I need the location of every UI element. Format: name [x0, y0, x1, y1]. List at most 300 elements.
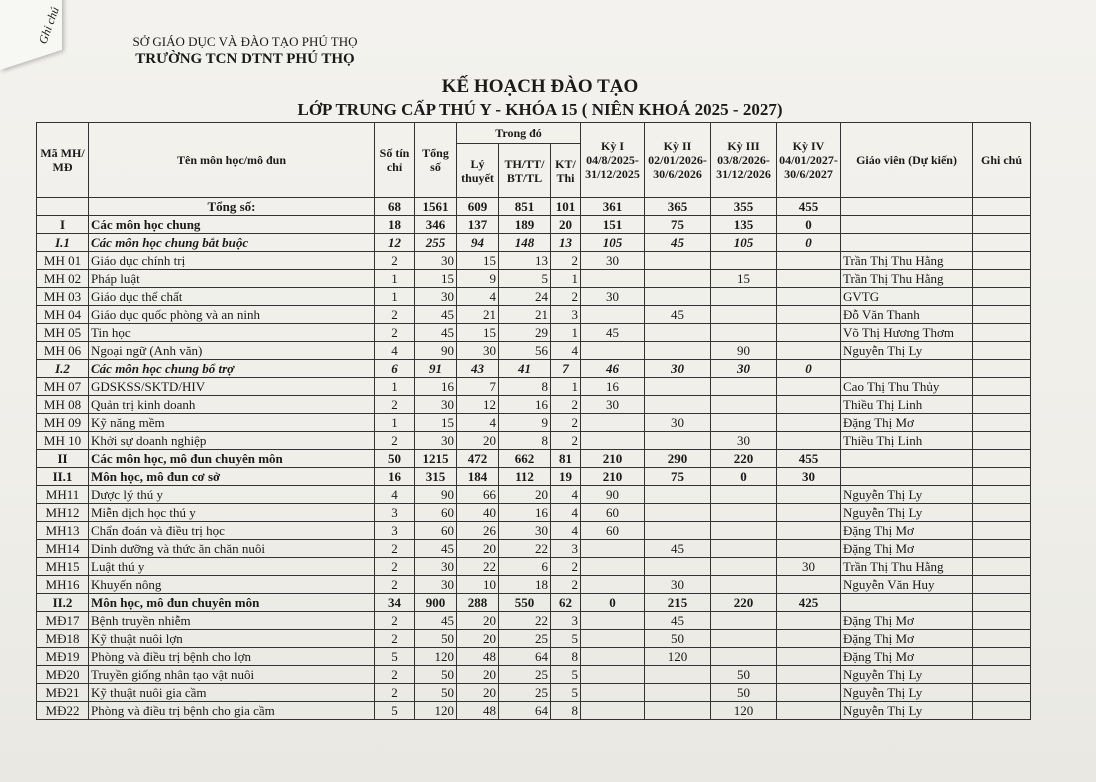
cell-total: 1561	[415, 198, 457, 216]
cell-exam: 8	[551, 648, 581, 666]
cell-credits: 50	[375, 450, 415, 468]
cell-k3: 220	[711, 450, 777, 468]
cell-notes	[973, 432, 1031, 450]
cell-k4	[777, 306, 841, 324]
cell-practice: 8	[499, 432, 551, 450]
cell-teacher: Trần Thị Thu Hằng	[841, 270, 973, 288]
cell-name: Môn học, mô đun cơ sở	[89, 468, 375, 486]
cell-credits: 2	[375, 432, 415, 450]
cell-theory: 22	[457, 558, 499, 576]
cell-k3	[711, 288, 777, 306]
cell-total: 30	[415, 396, 457, 414]
cell-code: MH15	[37, 558, 89, 576]
cell-k3	[711, 648, 777, 666]
cell-notes	[973, 522, 1031, 540]
cell-k1	[581, 630, 645, 648]
cell-k3: 50	[711, 684, 777, 702]
cell-notes	[973, 414, 1031, 432]
table-body	[37, 198, 1031, 720]
cell-k3	[711, 324, 777, 342]
cell-credits: 2	[375, 666, 415, 684]
cell-exam: 2	[551, 558, 581, 576]
cell-notes	[973, 396, 1031, 414]
cell-k1: 30	[581, 252, 645, 270]
cell-notes	[973, 360, 1031, 378]
sticky-note-label: Ghi chú	[35, 4, 62, 46]
cell-credits: 5	[375, 702, 415, 720]
cell-notes	[973, 450, 1031, 468]
cell-code: MH12	[37, 504, 89, 522]
cell-total: 30	[415, 288, 457, 306]
cell-practice: 29	[499, 324, 551, 342]
cell-name: Tổng số:	[89, 198, 375, 216]
cell-credits: 2	[375, 684, 415, 702]
cell-k1: 45	[581, 324, 645, 342]
cell-teacher	[841, 234, 973, 252]
cell-credits: 34	[375, 594, 415, 612]
cell-k2	[645, 288, 711, 306]
cell-total: 90	[415, 486, 457, 504]
cell-k3	[711, 504, 777, 522]
cell-credits: 1	[375, 378, 415, 396]
cell-code: II.2	[37, 594, 89, 612]
col-exam: KT/ Thi	[551, 144, 581, 198]
table-row	[37, 558, 1031, 576]
cell-k3: 30	[711, 360, 777, 378]
cell-k3: 135	[711, 216, 777, 234]
department-name: SỞ GIÁO DỤC VÀ ĐÀO TẠO PHÚ THỌ	[132, 34, 358, 49]
cell-practice: 24	[499, 288, 551, 306]
cell-k2: 290	[645, 450, 711, 468]
cell-k1	[581, 648, 645, 666]
cell-credits: 12	[375, 234, 415, 252]
cell-theory: 20	[457, 666, 499, 684]
cell-practice: 41	[499, 360, 551, 378]
cell-k1	[581, 414, 645, 432]
cell-name: Giáo dục thể chất	[89, 288, 375, 306]
cell-k4	[777, 504, 841, 522]
table-row	[37, 306, 1031, 324]
cell-k2	[645, 558, 711, 576]
cell-k1: 0	[581, 594, 645, 612]
cell-k2: 75	[645, 216, 711, 234]
cell-exam: 1	[551, 270, 581, 288]
cell-teacher: Nguyễn Thị Ly	[841, 702, 973, 720]
cell-practice: 8	[499, 378, 551, 396]
cell-exam: 1	[551, 324, 581, 342]
cell-exam: 4	[551, 342, 581, 360]
cell-exam: 81	[551, 450, 581, 468]
cell-code: MH14	[37, 540, 89, 558]
cell-name: Phòng và điều trị bệnh cho lợn	[89, 648, 375, 666]
cell-practice: 18	[499, 576, 551, 594]
cell-k3: 355	[711, 198, 777, 216]
cell-theory: 15	[457, 252, 499, 270]
cell-practice: 9	[499, 414, 551, 432]
cell-k4	[777, 522, 841, 540]
cell-notes	[973, 216, 1031, 234]
cell-exam: 2	[551, 576, 581, 594]
cell-credits: 2	[375, 576, 415, 594]
cell-theory: 137	[457, 216, 499, 234]
cell-credits: 3	[375, 504, 415, 522]
cell-theory: 609	[457, 198, 499, 216]
cell-practice: 20	[499, 486, 551, 504]
cell-k1	[581, 270, 645, 288]
cell-theory: 184	[457, 468, 499, 486]
cell-practice: 25	[499, 666, 551, 684]
cell-k4: 30	[777, 468, 841, 486]
cell-k1	[581, 684, 645, 702]
document-title	[280, 76, 800, 120]
cell-k1	[581, 432, 645, 450]
cell-practice: 30	[499, 522, 551, 540]
table-row	[37, 612, 1031, 630]
cell-practice: 148	[499, 234, 551, 252]
cell-code: MH 09	[37, 414, 89, 432]
cell-practice: 21	[499, 306, 551, 324]
cell-code: MĐ22	[37, 702, 89, 720]
table-row	[37, 270, 1031, 288]
cell-exam: 4	[551, 504, 581, 522]
cell-k1: 210	[581, 468, 645, 486]
cell-exam: 5	[551, 684, 581, 702]
cell-k4: 0	[777, 360, 841, 378]
cell-k3: 50	[711, 666, 777, 684]
cell-k3: 105	[711, 234, 777, 252]
cell-theory: 288	[457, 594, 499, 612]
cell-teacher: Thiều Thị Linh	[841, 432, 973, 450]
cell-k1	[581, 342, 645, 360]
cell-practice: 16	[499, 504, 551, 522]
cell-k1	[581, 576, 645, 594]
cell-exam: 3	[551, 306, 581, 324]
table-row	[37, 396, 1031, 414]
cell-total: 30	[415, 576, 457, 594]
cell-theory: 20	[457, 540, 499, 558]
cell-practice: 112	[499, 468, 551, 486]
cell-total: 50	[415, 630, 457, 648]
table-row	[37, 702, 1031, 720]
cell-name: Kỹ năng mềm	[89, 414, 375, 432]
cell-credits: 2	[375, 630, 415, 648]
table-row	[37, 486, 1031, 504]
table-row	[37, 648, 1031, 666]
cell-k1: 30	[581, 288, 645, 306]
cell-k2: 120	[645, 648, 711, 666]
cell-name: GDSKSS/SKTD/HIV	[89, 378, 375, 396]
cell-k3	[711, 612, 777, 630]
cell-k4	[777, 612, 841, 630]
cell-k4	[777, 648, 841, 666]
cell-k3: 30	[711, 432, 777, 450]
cell-exam: 4	[551, 522, 581, 540]
cell-k2	[645, 504, 711, 522]
cell-k2: 30	[645, 360, 711, 378]
cell-teacher: Cao Thị Thu Thủy	[841, 378, 973, 396]
cell-name: Kỹ thuật nuôi gia cầm	[89, 684, 375, 702]
cell-teacher: Nguyễn Thị Ly	[841, 342, 973, 360]
cell-total: 50	[415, 684, 457, 702]
cell-k4: 0	[777, 234, 841, 252]
cell-teacher	[841, 216, 973, 234]
cell-exam: 62	[551, 594, 581, 612]
cell-teacher: Đặng Thị Mơ	[841, 612, 973, 630]
cell-notes	[973, 198, 1031, 216]
cell-exam: 19	[551, 468, 581, 486]
cell-k3	[711, 486, 777, 504]
table-row	[37, 414, 1031, 432]
cell-k2	[645, 666, 711, 684]
cell-k2	[645, 270, 711, 288]
cell-k4	[777, 540, 841, 558]
cell-code: MH16	[37, 576, 89, 594]
cell-k2	[645, 342, 711, 360]
cell-k1	[581, 540, 645, 558]
cell-notes	[973, 504, 1031, 522]
col-code: Mã MH/ MĐ	[37, 123, 89, 198]
cell-name: Quản trị kinh doanh	[89, 396, 375, 414]
cell-credits: 16	[375, 468, 415, 486]
cell-name: Chẩn đoán và điều trị học	[89, 522, 375, 540]
table-row	[37, 630, 1031, 648]
cell-teacher: Đặng Thị Mơ	[841, 414, 973, 432]
cell-k2	[645, 252, 711, 270]
cell-k1: 60	[581, 504, 645, 522]
cell-k2	[645, 522, 711, 540]
school-name: TRƯỜNG TCN DTNT PHÚ THỌ	[135, 51, 355, 67]
cell-name: Các môn học chung bắt buộc	[89, 234, 375, 252]
cell-code: I.1	[37, 234, 89, 252]
cell-credits: 2	[375, 252, 415, 270]
cell-k3	[711, 522, 777, 540]
table-row	[37, 216, 1031, 234]
cell-name: Giáo dục chính trị	[89, 252, 375, 270]
cell-teacher: Đặng Thị Mơ	[841, 630, 973, 648]
cell-code: MĐ21	[37, 684, 89, 702]
cell-theory: 48	[457, 702, 499, 720]
col-term-2: Kỳ II 02/01/2026- 30/6/2026	[645, 123, 711, 198]
cell-theory: 66	[457, 486, 499, 504]
cell-k2: 30	[645, 576, 711, 594]
cell-name: Giáo dục quốc phòng và an ninh	[89, 306, 375, 324]
cell-exam: 5	[551, 666, 581, 684]
cell-teacher	[841, 198, 973, 216]
cell-exam: 20	[551, 216, 581, 234]
cell-total: 60	[415, 522, 457, 540]
cell-k2: 30	[645, 414, 711, 432]
cell-exam: 7	[551, 360, 581, 378]
cell-theory: 20	[457, 612, 499, 630]
cell-k4: 455	[777, 198, 841, 216]
cell-total: 120	[415, 702, 457, 720]
cell-practice: 189	[499, 216, 551, 234]
cell-k3	[711, 378, 777, 396]
col-total: Tổng số	[415, 123, 457, 198]
cell-k2	[645, 396, 711, 414]
cell-k1: 361	[581, 198, 645, 216]
cell-name: Truyền giống nhân tạo vật nuôi	[89, 666, 375, 684]
cell-k1: 30	[581, 396, 645, 414]
cell-code: MH11	[37, 486, 89, 504]
cell-credits: 2	[375, 540, 415, 558]
table-row	[37, 684, 1031, 702]
cell-teacher: GVTG	[841, 288, 973, 306]
cell-practice: 22	[499, 612, 551, 630]
cell-practice: 851	[499, 198, 551, 216]
cell-theory: 472	[457, 450, 499, 468]
cell-credits: 5	[375, 648, 415, 666]
cell-code: I	[37, 216, 89, 234]
cell-credits: 18	[375, 216, 415, 234]
table-row	[37, 288, 1031, 306]
cell-credits: 3	[375, 522, 415, 540]
cell-k2: 45	[645, 306, 711, 324]
cell-code: MH 07	[37, 378, 89, 396]
cell-k1	[581, 702, 645, 720]
cell-credits: 2	[375, 324, 415, 342]
table-row	[37, 252, 1031, 270]
table-row	[37, 522, 1031, 540]
table-row	[37, 432, 1031, 450]
cell-credits: 6	[375, 360, 415, 378]
cell-k2: 45	[645, 540, 711, 558]
cell-k3: 90	[711, 342, 777, 360]
cell-practice: 64	[499, 648, 551, 666]
cell-k1	[581, 612, 645, 630]
table-row	[37, 576, 1031, 594]
cell-credits: 4	[375, 486, 415, 504]
cell-k2: 50	[645, 630, 711, 648]
cell-practice: 550	[499, 594, 551, 612]
cell-k3	[711, 630, 777, 648]
cell-teacher: Nguyễn Thị Ly	[841, 684, 973, 702]
cell-notes	[973, 306, 1031, 324]
cell-code: MĐ19	[37, 648, 89, 666]
cell-code: MH 03	[37, 288, 89, 306]
cell-name: Khởi sự doanh nghiệp	[89, 432, 375, 450]
cell-name: Miễn dịch học thú y	[89, 504, 375, 522]
col-notes: Ghi chú	[973, 123, 1031, 198]
cell-k4	[777, 702, 841, 720]
col-group-breakdown: Trong đó	[457, 123, 581, 144]
cell-notes	[973, 558, 1031, 576]
cell-k1: 210	[581, 450, 645, 468]
cell-k2	[645, 324, 711, 342]
cell-total: 91	[415, 360, 457, 378]
cell-notes	[973, 486, 1031, 504]
cell-k3	[711, 396, 777, 414]
cell-practice: 25	[499, 630, 551, 648]
cell-teacher: Trần Thị Thu Hằng	[841, 558, 973, 576]
cell-notes	[973, 342, 1031, 360]
table-row	[37, 360, 1031, 378]
cell-notes	[973, 252, 1031, 270]
cell-credits: 2	[375, 612, 415, 630]
cell-code: MH 04	[37, 306, 89, 324]
cell-credits: 1	[375, 288, 415, 306]
cell-theory: 7	[457, 378, 499, 396]
cell-credits: 2	[375, 396, 415, 414]
cell-total: 16	[415, 378, 457, 396]
cell-k4: 0	[777, 216, 841, 234]
cell-name: Tin học	[89, 324, 375, 342]
cell-practice: 5	[499, 270, 551, 288]
cell-code: MH 08	[37, 396, 89, 414]
col-theory: Lý thuyết	[457, 144, 499, 198]
cell-total: 50	[415, 666, 457, 684]
cell-teacher: Đỗ Văn Thanh	[841, 306, 973, 324]
cell-exam: 101	[551, 198, 581, 216]
cell-total: 45	[415, 612, 457, 630]
cell-teacher	[841, 468, 973, 486]
cell-theory: 20	[457, 684, 499, 702]
cell-credits: 68	[375, 198, 415, 216]
cell-theory: 26	[457, 522, 499, 540]
cell-total: 315	[415, 468, 457, 486]
cell-k4	[777, 576, 841, 594]
cell-k3: 0	[711, 468, 777, 486]
cell-practice: 16	[499, 396, 551, 414]
cell-code	[37, 198, 89, 216]
cell-notes	[973, 666, 1031, 684]
title-line-2: LỚP TRUNG CẤP THÚ Y - KHÓA 15 ( NIÊN KHOÁ 2025 - 2027)	[297, 100, 783, 119]
cell-theory: 4	[457, 288, 499, 306]
cell-k4: 455	[777, 450, 841, 468]
cell-teacher: Trần Thị Thu Hằng	[841, 252, 973, 270]
cell-exam: 3	[551, 540, 581, 558]
cell-practice: 13	[499, 252, 551, 270]
cell-theory: 12	[457, 396, 499, 414]
cell-k3	[711, 540, 777, 558]
cell-notes	[973, 378, 1031, 396]
cell-total: 15	[415, 270, 457, 288]
cell-notes	[973, 612, 1031, 630]
cell-k2	[645, 486, 711, 504]
cell-credits: 2	[375, 306, 415, 324]
cell-total: 346	[415, 216, 457, 234]
cell-k2	[645, 378, 711, 396]
table-row	[37, 468, 1031, 486]
cell-practice: 25	[499, 684, 551, 702]
cell-k1	[581, 666, 645, 684]
cell-code: MH 01	[37, 252, 89, 270]
cell-total: 30	[415, 432, 457, 450]
cell-practice: 22	[499, 540, 551, 558]
cell-notes	[973, 270, 1031, 288]
cell-k3	[711, 558, 777, 576]
cell-total: 30	[415, 252, 457, 270]
cell-k3	[711, 252, 777, 270]
training-plan-table	[36, 122, 1031, 720]
cell-theory: 48	[457, 648, 499, 666]
cell-practice: 56	[499, 342, 551, 360]
cell-practice: 64	[499, 702, 551, 720]
cell-teacher: Nguyễn Thị Ly	[841, 666, 973, 684]
cell-exam: 13	[551, 234, 581, 252]
cell-name: Các môn học chung bổ trợ	[89, 360, 375, 378]
cell-k1: 16	[581, 378, 645, 396]
cell-k4	[777, 486, 841, 504]
cell-k4	[777, 324, 841, 342]
table-row	[37, 666, 1031, 684]
cell-total: 90	[415, 342, 457, 360]
cell-k1: 105	[581, 234, 645, 252]
cell-k4	[777, 288, 841, 306]
cell-k2: 45	[645, 234, 711, 252]
cell-k4: 425	[777, 594, 841, 612]
cell-total: 120	[415, 648, 457, 666]
